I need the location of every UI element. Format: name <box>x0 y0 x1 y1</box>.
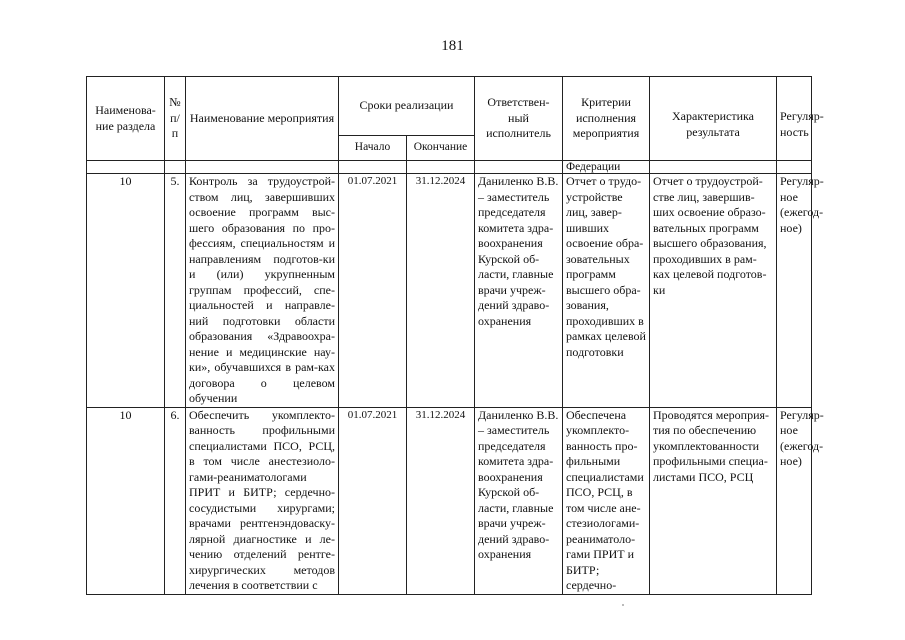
row-start-date: 01.07.2021 <box>339 407 407 594</box>
activities-table <box>86 76 824 595</box>
header-implementation-dates: Сроки реализации <box>339 77 475 136</box>
row-regularity: Регуляр-ное (ежегод-ное) <box>777 174 812 408</box>
table-row <box>87 174 812 408</box>
row-section: 10 <box>87 174 165 408</box>
page-number: 181 <box>441 38 464 54</box>
cell <box>87 161 165 174</box>
row-start-date: 01.07.2021 <box>339 174 407 408</box>
row-number: 6. <box>165 407 186 594</box>
cell <box>186 161 339 174</box>
continuation-row <box>87 161 812 174</box>
row-responsible: Даниленко В.В. – заместитель председателя комитета здра-воохранения Курской об-ласти, главные врачи учреж-дений здраво-охранения <box>475 174 563 408</box>
continuation-criteria: Федерации <box>563 161 650 174</box>
cell <box>339 161 407 174</box>
header-section: Наименова-ние раздела <box>87 77 165 161</box>
row-end-date: 31.12.2024 <box>407 407 475 594</box>
row-end-date: 31.12.2024 <box>407 174 475 408</box>
cell <box>777 161 812 174</box>
header-regularity: Регуляр-ность <box>777 77 812 161</box>
table-row <box>87 407 812 594</box>
header-end: Окончание <box>407 136 475 161</box>
scan-speck <box>622 604 624 606</box>
header-result: Характеристика результата <box>650 77 777 161</box>
cell <box>475 161 563 174</box>
cell <box>650 161 777 174</box>
cell <box>407 161 475 174</box>
header-start: Начало <box>339 136 407 161</box>
row-result: Проводятся мероприя-тия по обеспечению укомплектованности профильными специа-листами ПСО, РСЦ <box>650 407 777 594</box>
header-activity-name: Наименование мероприятия <box>186 77 339 161</box>
header-responsible: Ответствен-ный исполнитель <box>475 77 563 161</box>
row-criteria: Отчет о трудо-устройстве лиц, завер-шивших освоение обра-зовательных программ высшего обра-зования, проходивших в рамках целевой подготовки <box>563 174 650 408</box>
row-regularity: Регуляр-ное (ежегод-ное) <box>777 407 812 594</box>
row-result: Отчет о трудоустрой-стве лиц, завершив-ших освоение образо-вательных программ высшего образования, проходивших в рам-ках целевой подготов-ки <box>650 174 777 408</box>
header-criteria: Критерии исполнения мероприятия <box>563 77 650 161</box>
cell <box>165 161 186 174</box>
row-responsible: Даниленко В.В. – заместитель председателя комитета здра-воохранения Курской об-ласти, главные врачи учреж-дений здраво-охранения <box>475 407 563 594</box>
row-criteria: Обеспечена укомплекто-ванность про-фильными специалистами ПСО, РСЦ, в том числе ане-стезиологами-реаниматоло-гами ПРИТ и БИТР; сердечно- <box>563 407 650 594</box>
row-activity-name: Обеспечить укомплекто-ванность профильными специалистами ПСО, РСЦ, в том числе анестезиоло-гами-реаниматологами ПРИТ и БИТР; сердечно-сосудистыми хирургами; врачами рентгенэндоваску-лярной диагностике и ле-чению отделений рентге-хирургических методов лечения в соответствии с <box>186 407 339 594</box>
row-activity-name: Контроль за трудоустрой-ством лиц, завершивших освоение программ выс-шего образования по про-фессиям, специальностям и направлениям подготов-ки и (или) укрупненным группам профессий, спе-циальностей и направле-ний подготовки области образования «Здравоохра-нение и медицинские нау-ки», обучавшихся в рам-ках договора о целевом обучении <box>186 174 339 408</box>
header-number: № п/п <box>165 77 186 161</box>
row-number: 5. <box>165 174 186 408</box>
row-section: 10 <box>87 407 165 594</box>
